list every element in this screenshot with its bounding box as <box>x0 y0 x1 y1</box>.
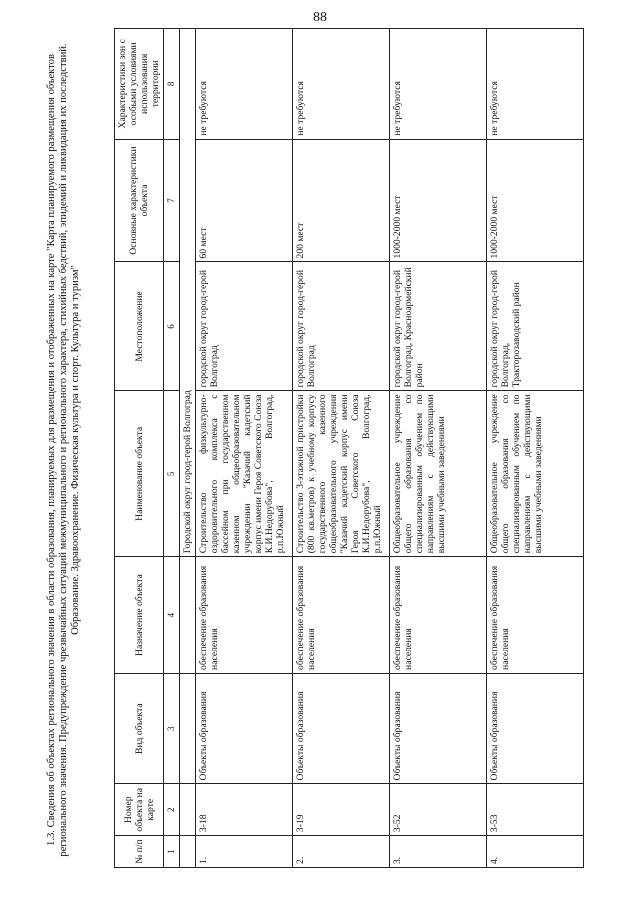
column-index: 4 <box>164 557 180 674</box>
column-index-row <box>164 29 180 868</box>
object-location: городской округ город-герой Волгоград, Тракторозаводский район <box>487 262 584 391</box>
column-index: 7 <box>164 139 180 262</box>
object-type: Объекты образования <box>293 673 390 784</box>
column-index: 1 <box>164 836 180 868</box>
object-code: 3-19 <box>293 784 390 836</box>
object-zones: не требуются <box>487 29 584 140</box>
table-row <box>390 29 487 868</box>
objects-table <box>114 28 584 868</box>
object-code: 3-52 <box>390 784 487 836</box>
header-cell: Назначение объекта <box>115 557 164 674</box>
column-index: 2 <box>164 784 180 836</box>
row-number: 4. <box>487 836 584 868</box>
object-location: городской округ город-герой Волгоград <box>196 262 293 391</box>
table-row <box>196 29 293 868</box>
object-zones: не требуются <box>196 29 293 140</box>
header-cell: Наименование объекта <box>115 391 164 557</box>
object-type: Объекты образования <box>196 673 293 784</box>
object-code: 3-18 <box>196 784 293 836</box>
column-index: 3 <box>164 673 180 784</box>
object-zones: не требуются <box>390 29 487 140</box>
header-cell: Основные характеристики объекта <box>115 139 164 262</box>
object-name: Строительство 3-этажной пристройки (800 кв.метров) к учебному корпусу государственного казенного общеобразовательного учреждения "Казачий кадетский корпус имени Героя Советского Союза К.И.Недорубова", Волгоград, р.п.Южный <box>293 391 390 557</box>
object-type: Объекты образования <box>390 673 487 784</box>
object-purpose: обеспечение образования населения <box>390 557 487 674</box>
object-characteristics: 200 мест <box>293 139 390 262</box>
object-purpose: обеспечение образования населения <box>487 557 584 674</box>
page-number: 88 <box>313 10 327 25</box>
object-name: Общеобразовательное учреждение общего образования со специализированным обучением по направлениям с действующими высшими учебными заведениями <box>390 391 487 557</box>
object-characteristics: 1000-2000 мест <box>390 139 487 262</box>
rotated-page <box>40 20 640 880</box>
document-heading: 1.3. Сведения об объектах регионального значения в области образования, планируемых для размещения и отображенных на карте "Карта планируемого размещения объектов регионального значения. Предупреждение чрезвычайных ситуаций межмуниципального и регионального характера, стихийных бедствий, эпидемий и ликвидация их последствий. Образование. Здравоохранение. Физическая культура и спорт. Культура и туризм" <box>46 43 81 857</box>
table-row <box>487 29 584 868</box>
object-characteristics: 1000-2000 мест <box>487 139 584 262</box>
section-title: Городской округ город-герой Волгоград <box>180 29 196 557</box>
row-number: 2. <box>293 836 390 868</box>
column-index: 8 <box>164 29 180 140</box>
header-cell: Характеристики зон с особыми условиями использования территории <box>115 29 164 140</box>
object-name: Общеобразовательное учреждение общего образования со специализированным обучением по направлениям с действующими высшими учебными заведениями <box>487 391 584 557</box>
object-type: Объекты образования <box>487 673 584 784</box>
column-index: 5 <box>164 391 180 557</box>
object-code: 3-53 <box>487 784 584 836</box>
header-cell: Номер объекта на карте <box>115 784 164 836</box>
row-number: 1. <box>196 836 293 868</box>
header-cell: № п/п <box>115 836 164 868</box>
object-location: городской округ город-герой Волгоград, Красноармейский район <box>390 262 487 391</box>
row-number: 3. <box>390 836 487 868</box>
header-cell: Местоположение <box>115 262 164 391</box>
object-zones: не требуются <box>293 29 390 140</box>
header-cell: Вид объекта <box>115 673 164 784</box>
object-location: городской округ город-герой Волгоград <box>293 262 390 391</box>
object-purpose: обеспечение образования населения <box>293 557 390 674</box>
object-purpose: обеспечение образования населения <box>196 557 293 674</box>
table-header-row <box>115 29 164 868</box>
table-row <box>293 29 390 868</box>
section-row <box>180 29 196 868</box>
column-index: 6 <box>164 262 180 391</box>
object-characteristics: 60 мест <box>196 139 293 262</box>
object-name: Строительство физкультурно-оздоровительного комплекса с бассейном при государственном казенном общеобразовательном учреждении "Казачий кадетский корпус имени Героя Советского Союза К.И.Недорубова", Волгоград, р.п.Южный <box>196 391 293 557</box>
